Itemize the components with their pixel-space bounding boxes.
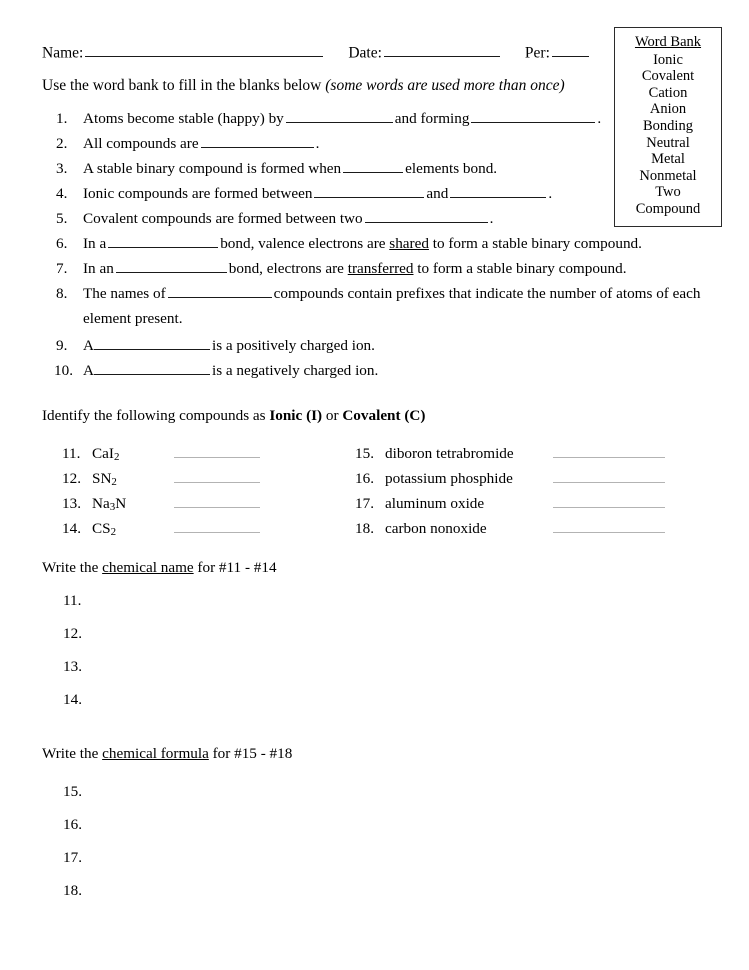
answer-blank[interactable] xyxy=(168,283,272,298)
emphasis-shared: shared xyxy=(389,235,429,252)
question-text: In an bond, electrons are transferred to form a stable binary compound. xyxy=(83,260,627,277)
question-4 xyxy=(42,181,702,206)
answer-blank[interactable] xyxy=(314,183,424,198)
answer-blank[interactable] xyxy=(94,360,210,375)
date-input-blank[interactable] xyxy=(384,42,500,57)
answer-blank[interactable] xyxy=(365,208,488,223)
word-bank-word: Cation xyxy=(648,84,688,101)
question-text: A is a positively charged ion. xyxy=(83,337,375,354)
item-number: 16. xyxy=(355,470,374,487)
write-name-item[interactable] xyxy=(42,588,82,621)
answer-line[interactable] xyxy=(553,454,665,458)
item-number: 14. xyxy=(62,520,81,537)
question-6 xyxy=(42,231,702,256)
period-label: Per: xyxy=(524,44,550,62)
question-8 xyxy=(42,281,702,306)
question-number: 3. xyxy=(56,160,68,177)
classify-item-14 xyxy=(62,516,362,541)
answer-line[interactable] xyxy=(174,454,260,458)
question-number: 7. xyxy=(56,260,68,277)
item-number: 16. xyxy=(63,816,82,833)
write-formula-item[interactable] xyxy=(42,812,82,845)
item-number: 15. xyxy=(355,445,374,462)
emphasis-transferred: transferred xyxy=(347,260,414,277)
question-number: 8. xyxy=(56,285,68,302)
word-bank-word: Covalent xyxy=(641,68,695,85)
item-name: diboron tetrabromide xyxy=(385,445,514,462)
word-bank-word: Nonmetal xyxy=(639,167,697,184)
item-number: 18. xyxy=(63,882,82,899)
word-bank-word: Two xyxy=(655,184,681,201)
write-name-list xyxy=(42,588,82,720)
item-number: 11. xyxy=(62,445,81,462)
question-number: 4. xyxy=(56,185,68,202)
classify-right-column xyxy=(355,441,700,541)
item-formula: $CS_2$ xyxy=(92,520,117,539)
answer-line[interactable] xyxy=(174,479,260,483)
instruction-emphasis: (some words are used more than once) xyxy=(325,77,565,94)
answer-line[interactable] xyxy=(553,479,665,483)
question-text: Ionic compounds are formed between and . xyxy=(83,185,553,202)
question-text: A stable binary compound is formed when elements bond. xyxy=(83,160,498,177)
classify-item-17 xyxy=(355,491,700,516)
answer-blank[interactable] xyxy=(94,335,210,350)
question-number: 2. xyxy=(56,135,68,152)
item-name: aluminum oxide xyxy=(385,495,485,512)
word-bank-title: Word Bank xyxy=(634,34,702,50)
period-input-blank[interactable] xyxy=(552,42,589,57)
question-number: 10. xyxy=(54,362,73,379)
question-10 xyxy=(42,358,702,383)
question-1 xyxy=(42,106,702,131)
question-text: Atoms become stable (happy) by and forming . xyxy=(83,110,602,127)
question-text: A is a negatively charged ion. xyxy=(83,362,379,379)
answer-blank[interactable] xyxy=(343,158,403,173)
item-number: 14. xyxy=(63,691,82,708)
item-name: carbon nonoxide xyxy=(385,520,487,537)
answer-blank[interactable] xyxy=(450,183,546,198)
item-number: 12. xyxy=(63,625,82,642)
question-8-continuation: element present. xyxy=(83,310,183,327)
write-formula-list xyxy=(42,779,82,911)
write-formula-heading: Write the chemical formula for #15 - #18 xyxy=(42,745,293,762)
item-number: 18. xyxy=(355,520,374,537)
item-name: potassium phosphide xyxy=(385,470,513,487)
classify-item-12 xyxy=(62,466,362,491)
item-number: 11. xyxy=(63,592,82,609)
classify-item-18 xyxy=(355,516,700,541)
answer-blank[interactable] xyxy=(471,108,595,123)
item-number: 12. xyxy=(62,470,81,487)
item-number: 13. xyxy=(62,495,81,512)
classify-item-13 xyxy=(62,491,362,516)
answer-line[interactable] xyxy=(553,529,665,533)
date-label: Date: xyxy=(348,44,382,62)
instruction-text: Use the word bank to fill in the blanks below xyxy=(42,77,326,94)
item-number: 17. xyxy=(63,849,82,866)
answer-blank[interactable] xyxy=(108,233,218,248)
word-bank-word: Neutral xyxy=(646,134,690,151)
classify-section-heading: Identify the following compounds as Ionic (I) or Covalent (C) xyxy=(42,407,426,424)
question-text: In a bond, valence electrons are shared to form a stable binary compound. xyxy=(83,235,642,252)
word-bank-word: Anion xyxy=(649,101,687,118)
instruction-line xyxy=(42,78,565,94)
item-number: 15. xyxy=(63,783,82,800)
write-formula-item[interactable] xyxy=(42,779,82,812)
chemical-name-underline: chemical name xyxy=(102,559,194,576)
fill-in-question-list xyxy=(42,106,702,383)
write-formula-item[interactable] xyxy=(42,845,82,878)
ionic-label: Ionic (I) xyxy=(269,407,323,424)
word-bank-word: Metal xyxy=(651,151,685,168)
question-7 xyxy=(42,256,702,281)
name-input-blank[interactable] xyxy=(85,42,323,57)
question-text: Covalent compounds are formed between two . xyxy=(83,210,494,227)
write-formula-item[interactable] xyxy=(42,878,82,911)
item-formula: CaI$_2$ xyxy=(92,445,120,464)
answer-line[interactable] xyxy=(174,529,260,533)
question-2 xyxy=(42,131,702,156)
item-formula: $SN_2$ xyxy=(92,470,117,489)
question-3 xyxy=(42,156,702,181)
question-number: 9. xyxy=(56,337,68,354)
word-bank-word: Ionic xyxy=(653,51,683,68)
answer-line[interactable] xyxy=(553,504,665,508)
covalent-label: Covalent (C) xyxy=(342,407,426,424)
write-name-heading: Write the chemical name for #11 - #14 xyxy=(42,559,277,576)
word-bank-word: Compound xyxy=(635,200,701,217)
question-number: 6. xyxy=(56,235,68,252)
student-info-row xyxy=(42,42,591,61)
item-number: 13. xyxy=(63,658,82,675)
write-name-item[interactable] xyxy=(42,654,82,687)
answer-blank[interactable] xyxy=(286,108,393,123)
classify-item-16 xyxy=(355,466,700,491)
classify-item-15 xyxy=(355,441,700,466)
item-number: 17. xyxy=(355,495,374,512)
question-5 xyxy=(42,206,702,231)
item-formula: $Na_3N$ xyxy=(92,495,127,514)
chemical-formula-underline: chemical formula xyxy=(102,745,209,762)
question-9 xyxy=(42,333,702,358)
question-number: 5. xyxy=(56,210,68,227)
question-text: All compounds are . xyxy=(83,135,320,152)
question-text: The names of compounds contain prefixes that indicate the number of atoms of each xyxy=(83,285,701,302)
name-label: Name: xyxy=(42,44,84,62)
question-number: 1. xyxy=(56,110,68,127)
write-name-item[interactable] xyxy=(42,687,82,720)
classify-item-11 xyxy=(62,441,362,466)
word-bank-word: Bonding xyxy=(643,117,693,134)
write-name-item[interactable] xyxy=(42,621,82,654)
answer-line[interactable] xyxy=(174,504,260,508)
answer-blank[interactable] xyxy=(116,258,227,273)
answer-blank[interactable] xyxy=(201,133,314,148)
classify-left-column xyxy=(62,441,362,541)
